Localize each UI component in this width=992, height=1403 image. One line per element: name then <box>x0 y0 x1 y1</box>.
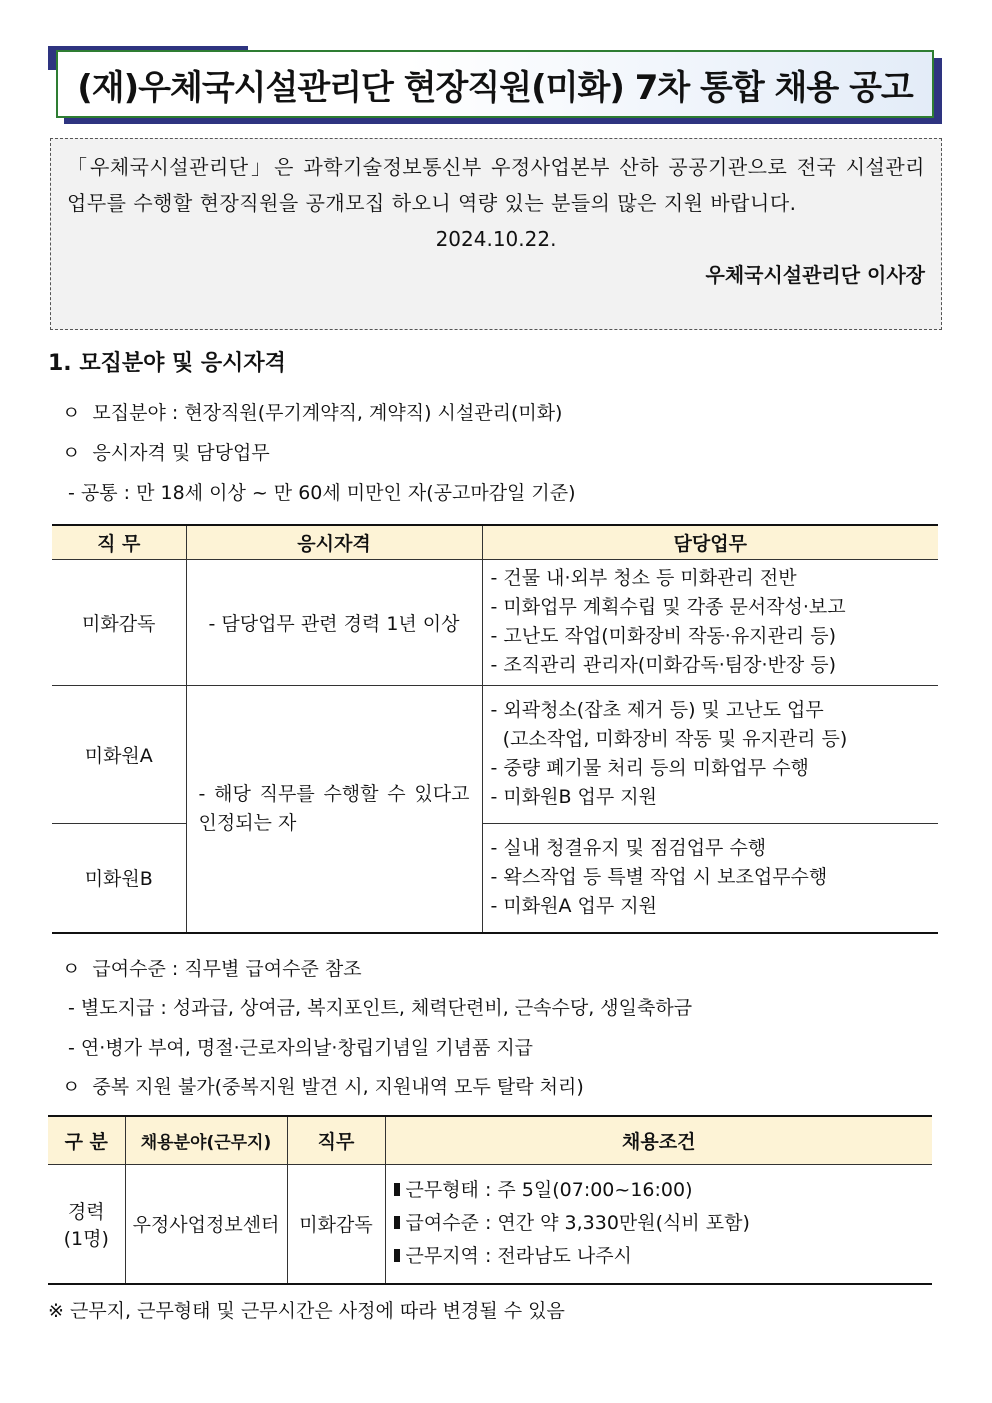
intro-box <box>50 138 942 330</box>
text-line: ㅇ 중복 지원 불가(중복지원 발견 시, 지원내역 모두 탈락 처리) <box>62 1076 584 1098</box>
conditions-cell <box>385 1164 932 1284</box>
duty: - 미화원A 업무 지원 <box>490 895 657 918</box>
duties-cell <box>482 685 938 823</box>
table-row <box>52 559 938 685</box>
duty: - 고난도 작업(미화장비 작동·유지관리 등) <box>490 625 837 647</box>
duties-cell <box>482 559 938 685</box>
duty: - 조직관리 관리자(미화감독·팀장·반장 등) <box>490 654 837 676</box>
job-cell: 미화원A <box>52 685 186 823</box>
table-row <box>52 823 938 933</box>
text-line: ㅇ 모집분야 : 현장직원(무기계약직, 계약직) 시설관리(미화) <box>62 402 563 424</box>
table-header: 채용분야(근무지) <box>125 1116 287 1164</box>
text-line: - 공통 : 만 18세 이상 ~ 만 60세 미만인 자(공고마감일 기준) <box>62 482 576 504</box>
category: 경력 <box>67 1200 105 1223</box>
table-header: 구 분 <box>48 1116 125 1164</box>
recruitment-table <box>48 1115 932 1285</box>
qual-cell: - 담당업무 관련 경력 1년 이상 <box>186 559 482 685</box>
headcount: (1명) <box>63 1227 109 1250</box>
text-line: ㅇ 급여수준 : 직무별 급여수준 참조 <box>62 958 362 980</box>
section-heading: 1. 모집분야 및 응시자격 <box>48 351 286 376</box>
duty: - 외곽청소(잡초 제거 등) 및 고난도 업무 <box>490 699 824 721</box>
table-row <box>48 1164 932 1284</box>
text-line: - 연·병가 부여, 명절·근로자의날·창립기념일 기념품 지급 <box>62 1037 534 1059</box>
table-header: 채용조건 <box>385 1116 932 1164</box>
text-line: - 별도지급 : 성과급, 상여금, 복지포인트, 체력단련비, 근속수당, 생일축하금 <box>62 997 693 1019</box>
job-cell: 미화원B <box>52 823 186 933</box>
table-header: 응시자격 <box>186 525 482 559</box>
table-row <box>52 685 938 823</box>
duty: - 미화업무 계획수립 및 각종 문서작성·보고 <box>490 596 846 618</box>
duty: - 중량 폐기물 처리 등의 미화업무 수행 <box>490 757 809 779</box>
table-header: 직무 <box>287 1116 385 1164</box>
footnote: ※ 근무지, 근무형태 및 근무시간은 사정에 따라 변경될 수 있음 <box>48 1300 565 1322</box>
qualification-table <box>52 524 938 934</box>
intro-signature: 우체국시설관리단 이사장 <box>705 263 925 287</box>
duties-cell <box>482 823 938 933</box>
duty: - 미화원B 업무 지원 <box>490 786 657 808</box>
page-title: (재)우체국시설관리단 현장직원(미화) 7차 통합 채용 공고 <box>56 50 934 118</box>
table-header: 직 무 <box>52 525 186 559</box>
intro-text: 「우체국시설관리단」은 과학기술정보통신부 우정사업본부 산하 공공기관으로 전국 시설관리 업무를 수행할 현장직원을 공개모집 하오니 역량 있는 분들의 많은 지원 바랍니다. <box>67 155 925 215</box>
condition: 근무지역 : 전라남도 나주시 <box>394 1240 925 1273</box>
field-cell: 우정사업정보센터 <box>125 1164 287 1284</box>
text-line: ㅇ 응시자격 및 담당업무 <box>62 442 270 464</box>
condition: 근무형태 : 주 5일(07:00~16:00) <box>394 1174 925 1207</box>
duty: (고소작업, 미화장비 작동 및 유지관리 등) <box>490 728 848 750</box>
condition: 급여수준 : 연간 약 3,330만원(식비 포함) <box>394 1207 925 1240</box>
job-cell: 미화감독 <box>52 559 186 685</box>
qual-cell: - 해당 직무를 수행할 수 있다고 인정되는 자 <box>186 685 482 933</box>
category-cell <box>48 1164 125 1284</box>
table-header: 담당업무 <box>482 525 938 559</box>
duty: - 왁스작업 등 특별 작업 시 보조업무수행 <box>490 866 828 889</box>
duty: - 건물 내·외부 청소 등 미화관리 전반 <box>490 567 797 589</box>
intro-date: 2024.10.22. <box>435 227 557 251</box>
duty: - 실내 청결유지 및 점검업무 수행 <box>490 837 767 860</box>
job-cell: 미화감독 <box>287 1164 385 1284</box>
